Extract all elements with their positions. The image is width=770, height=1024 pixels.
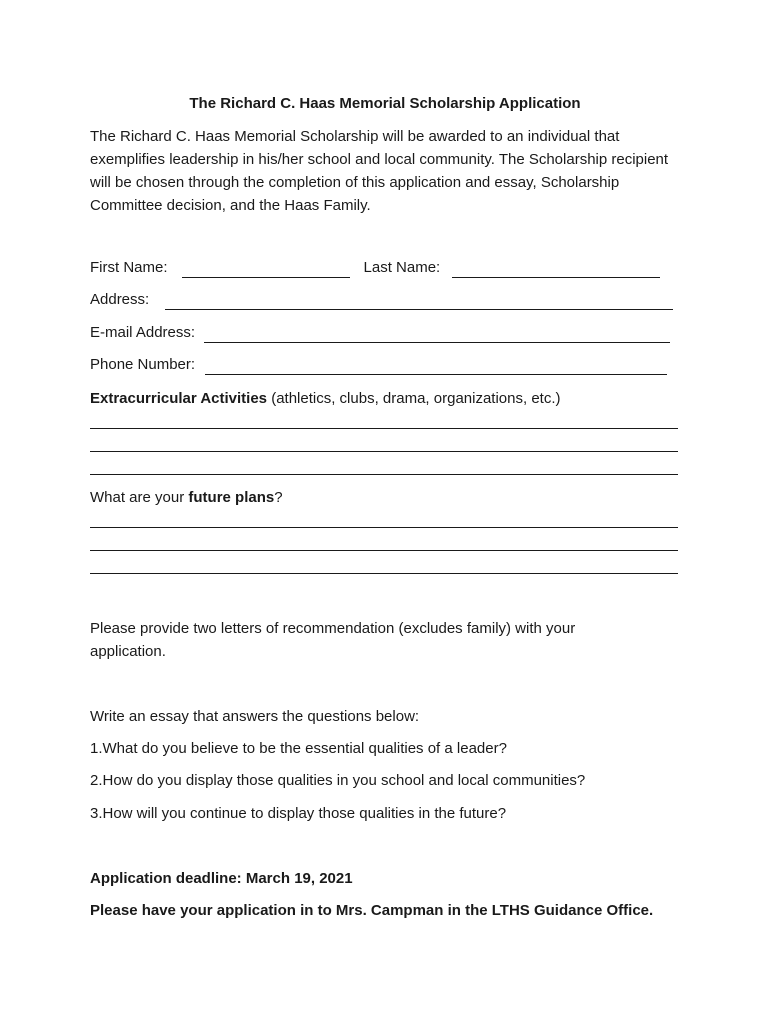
future-plans-suffix: ? bbox=[274, 489, 283, 506]
activities-label-bold: Extracurricular Activities bbox=[90, 390, 268, 407]
future-plans-prompt bbox=[90, 486, 690, 509]
name-row bbox=[90, 258, 660, 278]
email-row bbox=[90, 323, 670, 343]
address-row bbox=[90, 290, 673, 310]
intro-paragraph: The Richard C. Haas Memorial Scholarship will be awarded to an individual that exemplifies leadership in his/her school and local community. The Scholarship recipient will be chosen through the completion of this application and essay, Scholarship Committee decision, and the Haas Family. bbox=[90, 128, 669, 214]
activities-line-2[interactable] bbox=[90, 451, 678, 452]
last-name-label: Last Name: bbox=[363, 259, 441, 276]
phone-row bbox=[90, 355, 667, 375]
address-label: Address: bbox=[90, 291, 150, 308]
future-plans-line-2[interactable] bbox=[90, 550, 678, 551]
activities-line-3[interactable] bbox=[90, 474, 678, 475]
future-plans-line-1[interactable] bbox=[90, 527, 678, 528]
first-name-label: First Name: bbox=[90, 259, 168, 276]
submission-note: Please have your application in to Mrs. Campman in the LTHS Guidance Office. bbox=[90, 902, 654, 919]
essay-intro: Write an essay that answers the questions below: bbox=[90, 708, 420, 725]
future-plans-prefix: What are your bbox=[90, 489, 189, 506]
activities-line-1[interactable] bbox=[90, 428, 678, 429]
essay-question-2: 2.How do you display those qualities in you school and local communities? bbox=[90, 772, 586, 789]
first-name-field[interactable] bbox=[182, 262, 350, 278]
activities-prompt bbox=[90, 387, 690, 410]
future-plans-line-3[interactable] bbox=[90, 573, 678, 574]
email-label: E-mail Address: bbox=[90, 324, 196, 341]
essay-question-1: 1.What do you believe to be the essential qualities of a leader? bbox=[90, 740, 507, 757]
page-title: The Richard C. Haas Memorial Scholarship Application bbox=[189, 95, 581, 112]
address-field[interactable] bbox=[165, 294, 673, 310]
application-deadline: Application deadline: March 19, 2021 bbox=[90, 870, 353, 887]
future-plans-bold: future plans bbox=[188, 489, 275, 506]
recommendation-text: Please provide two letters of recommendation (excludes family) with your application. bbox=[90, 620, 576, 660]
phone-label: Phone Number: bbox=[90, 356, 196, 373]
activities-label-rest: (athletics, clubs, drama, organizations, etc.) bbox=[267, 390, 561, 407]
essay-question-3: 3.How will you continue to display those qualities in the future? bbox=[90, 805, 507, 822]
last-name-field[interactable] bbox=[452, 262, 660, 278]
email-field[interactable] bbox=[204, 327, 670, 343]
phone-field[interactable] bbox=[205, 359, 667, 375]
